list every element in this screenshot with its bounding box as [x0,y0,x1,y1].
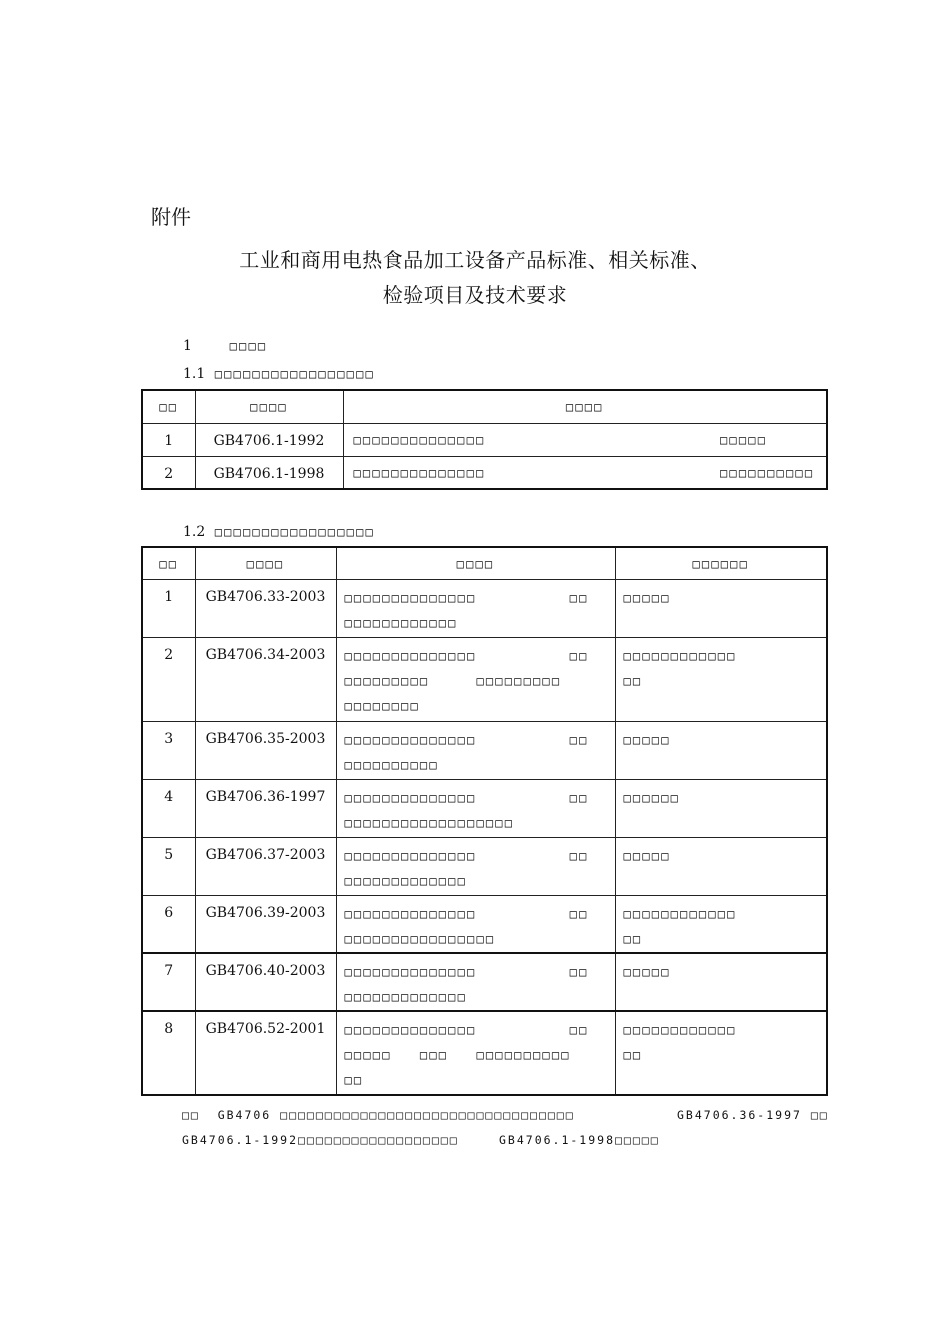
applicable-scope [615,779,827,837]
standard-code: GB4706.33-2003 [195,579,336,637]
row-number: 6 [142,895,195,953]
standard-name [336,895,615,953]
standard-name-line [345,960,607,985]
note-line2-left: GB4706.1-1992□□□□□□□□□□□□□□□□□□ [182,1133,459,1147]
scope-line: □□□□□ [623,590,671,605]
row-number: 3 [142,721,195,779]
section-1-title: □□□□ [229,339,268,353]
standard-name-line: □□□□□□□□□□□□□ [344,990,468,1004]
table-row [142,1011,827,1095]
applicable-scope [615,895,827,953]
scope-line: □□□□□ [623,732,671,747]
row-number: 8 [142,1011,195,1095]
standard-name [336,721,615,779]
standard-name-line: □□ [344,1073,364,1087]
standard-name-line: □□□□□□□□□ □□□□□□□□□ [344,673,562,688]
standard-code: GB4706.36-1997 [195,779,336,837]
applicable-scope [615,953,827,1011]
document-title-line2: 检验项目及技术要求 [382,283,568,307]
applicable-scope [615,637,827,721]
note-line1-left: □□ GB4706 □□□□□□□□□□□□□□□□□□□□□□□□□□□□□□□□□ [182,1108,575,1122]
standard-name-line: □□□□□□□□□□□□ [344,615,458,630]
applicable-scope [615,579,827,637]
standard-name-right: □□□□□□□□□□ [720,465,815,480]
name-suffix: □□ [569,732,589,747]
standard-code: GB4706.35-2003 [195,721,336,779]
row-number: 2 [142,637,195,721]
standard-name [336,953,615,1011]
section-1-2-heading [183,524,375,540]
standard-code: GB4706.37-2003 [195,837,336,895]
standard-name [343,456,827,489]
name-suffix: □□ [569,590,589,605]
standard-code: GB4706.34-2003 [195,637,336,721]
name-suffix: □□ [569,1023,589,1037]
table-row [142,837,827,895]
scope-line: □□□□□ [623,848,671,863]
scope-line: □□ [623,931,643,946]
section-1-2-title: □□□□□□□□□□□□□□□□□ [214,525,375,539]
standard-name-line: □□□□□ □□□ □□□□□□□□□□ [344,1048,571,1062]
row-number: 5 [142,837,195,895]
name-text: □□□□□□□□□□□□□□ [344,848,477,863]
name-text: □□□□□□□□□□□□□□ [344,1023,477,1037]
name-text: □□□□□□□□□□□□□□ [344,906,477,921]
row-number: 1 [142,423,195,456]
name-text: □□□□□□□□□□□□□□ [344,590,477,605]
standard-name [336,779,615,837]
table-row [142,953,827,1011]
name-suffix: □□ [569,848,589,863]
standard-name [336,1011,615,1095]
scope-line: □□□□□□□□□□□□ [623,906,737,921]
table-row [142,895,827,953]
name-text: □□□□□□□□□□□□□□ [344,965,477,979]
row-number: 4 [142,779,195,837]
standard-name [336,837,615,895]
name-text: □□□□□□□□□□□□□□ [344,648,477,663]
standard-name-right: □□□□□ [720,432,768,447]
standard-name-line: □□□□□□□□□□□□□□□□□□ [344,815,515,830]
standard-name [336,579,615,637]
table-header-row [142,547,827,579]
standard-code: GB4706.1-1992 [195,423,343,456]
standard-name-line [345,586,607,611]
scope-line: □□□□□□□□□□□□ [623,648,737,663]
table-row [142,637,827,721]
name-suffix: □□ [569,906,589,921]
row-number: 1 [142,579,195,637]
section-1-1-title: □□□□□□□□□□□□□□□□□ [214,367,375,381]
header-code: □□□□ [195,547,336,579]
row-number: 2 [142,456,195,489]
row-number: 7 [142,953,195,1011]
standard-name-line: □□□□□□□□□□□□□ [344,873,468,888]
note-line1-right: GB4706.36-1997 □□ [677,1108,829,1122]
section-1-2-number: 1.2 [183,524,206,540]
section-1-1-number: 1.1 [183,366,206,382]
note-line2-right: GB4706.1-1998□□□□□ [499,1133,660,1147]
section-1-1-heading [183,366,375,382]
standard-name-line [345,728,607,753]
scope-line: □□□□□□ [623,790,681,805]
scope-line: □□ [623,1048,643,1062]
standard-name-line [345,1018,607,1043]
standard-code: GB4706.40-2003 [195,953,336,1011]
table-row [142,779,827,837]
scope-line: □□□□□□□□□□□□ [623,1023,737,1037]
scope-line: □□ [623,673,643,688]
header-no: □□ [142,390,195,423]
header-scope: □□□□□□ [615,547,827,579]
applicable-scope [615,1011,827,1095]
name-text: □□□□□□□□□□□□□□ [344,790,477,805]
table-row [142,579,827,637]
standard-name [336,637,615,721]
name-suffix: □□ [569,648,589,663]
scope-line: □□□□□ [623,965,671,979]
header-name: □□□□ [343,390,827,423]
table-row [142,423,827,456]
header-name: □□□□ [336,547,615,579]
table-header-row [142,390,827,423]
standard-name-line [345,644,607,669]
section-1-heading [183,338,267,354]
name-text: □□□□□□□□□□□□□□ [344,732,477,747]
name-suffix: □□ [569,965,589,979]
document-title-line1: 工业和商用电热食品加工设备产品标准、相关标准、 [239,248,711,272]
attachment-label: 附件 [151,205,191,229]
standard-name-line [345,786,607,811]
applicable-scope [615,721,827,779]
standard-code: GB4706.39-2003 [195,895,336,953]
standard-name-line: □□□□□□□□□□ [344,757,439,772]
table-row [142,721,827,779]
standard-code: GB4706.1-1998 [195,456,343,489]
standard-name-line: □□□□□□□□□□□□□□□□ [344,931,496,946]
product-standards-table [141,389,828,490]
section-1-number: 1 [183,338,192,354]
standard-code: GB4706.52-2001 [195,1011,336,1095]
standard-name-line: □□□□□□□□ [344,698,420,713]
applicable-scope [615,837,827,895]
standard-name-left: □□□□□□□□□□□□□□ [353,465,486,480]
related-standards-table [141,546,828,1096]
standard-name [343,423,827,456]
standard-name-line [345,844,607,869]
standard-name-line [345,902,607,927]
header-no: □□ [142,547,195,579]
table-row [142,456,827,489]
standard-name-left: □□□□□□□□□□□□□□ [353,432,486,447]
name-suffix: □□ [569,790,589,805]
header-code: □□□□ [195,390,343,423]
